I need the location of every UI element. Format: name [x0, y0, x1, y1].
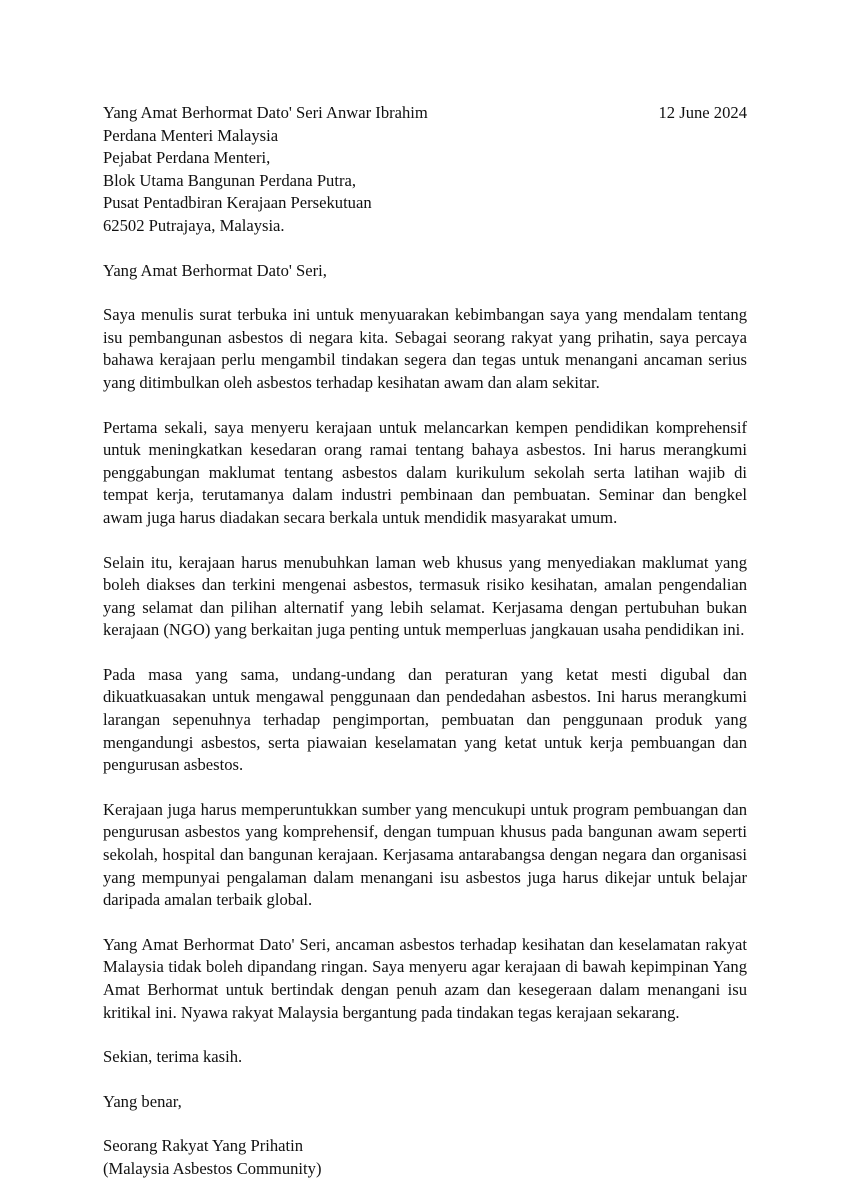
body-paragraph: Selain itu, kerajaan harus menubuhkan laman web khusus yang menyediakan maklumat yang boleh diakses dan terkini mengenai asbestos, termasuk risiko kesihatan, amalan pengendalian yang selamat dan pilihan alternatif yang lebih selamat. Kerjasama dengan pertubuhan bukan kerajaan (NGO) yang berkaitan juga penting untuk memperluas jangkauan usaha pendidikan ini.: [103, 552, 747, 640]
sign-off: Yang benar,: [103, 1091, 182, 1111]
salutation: Yang Amat Berhormat Dato' Seri,: [103, 260, 327, 280]
letter: [103, 102, 747, 1181]
signature-block: [103, 1135, 747, 1180]
body-paragraph: Pertama sekali, saya menyeru kerajaan untuk melancarkan kempen pendidikan komprehensif untuk meningkatkan kesedaran orang ramai tentang bahaya asbestos. Ini harus merangkumi penggabungan maklumat tentang asbestos dalam kurikulum sekolah serta latihan wajib di tempat kerja, terutamanya dalam industri pembinaan dan pembuatan. Seminar dan bengkel awam juga harus diadakan secara berkala untuk mendidik masyarakat umum.: [103, 417, 747, 527]
address-line: 62502 Putrajaya, Malaysia.: [103, 215, 285, 235]
recipient-name: Yang Amat Berhormat Dato' Seri Anwar Ibrahim: [103, 103, 428, 122]
address-line: Blok Utama Bangunan Perdana Putra,: [103, 170, 356, 190]
recipient-address: [103, 125, 747, 238]
body-paragraph: Yang Amat Berhormat Dato' Seri, ancaman asbestos terhadap kesihatan dan keselamatan rakyat Malaysia tidak boleh dipandang ringan. Saya menyeru agar kerajaan di bawah kepimpinan Yang Amat Berhormat untuk bertindak dengan penuh azam dan kesegeraan dalam menangani isu kritikal ini. Nyawa rakyat Malaysia bergantung pada tindakan tegas kerajaan sekarang.: [103, 934, 747, 1022]
address-line: Pusat Pentadbiran Kerajaan Persekutuan: [103, 193, 372, 213]
body-paragraph: Pada masa yang sama, undang-undang dan peraturan yang ketat mesti digubal dan dikuatkuasakan untuk mengawal penggunaan dan pendedahan asbestos. Ini harus merangkumi larangan sepenuhnya terhadap pengimportan, pembuatan dan penggunaan produk yang mengandungi asbestos, serta piawaian keselamatan yang ketat untuk kerja pembuangan dan pengurusan asbestos.: [103, 664, 747, 775]
body-paragraph: Saya menulis surat terbuka ini untuk menyuarakan kebimbangan saya yang mendalam tentang isu pembangunan asbestos di negara kita. Sebagai seorang rakyat yang prihatin, saya percaya bahawa kerajaan perlu mengambil tindakan segera dan tegas untuk menangani ancaman serius yang ditimbulkan oleh asbestos terhadap kesihatan awam dan alam sekitar.: [103, 305, 747, 392]
closing-line: Sekian, terima kasih.: [103, 1047, 243, 1067]
signatory-name: Seorang Rakyat Yang Prihatin: [103, 1136, 304, 1156]
letter-header: [103, 102, 747, 125]
body-paragraph: Kerajaan juga harus memperuntukkan sumber yang mencukupi untuk program pembuangan dan pengurusan asbestos yang komprehensif, dengan tumpuan khusus pada bangunan awam seperti sekolah, hospital dan bangunan kerajaan. Kerjasama antarabangsa dengan negara dan organisasi yang mempunyai pengalaman dalam menangani isu asbestos juga harus dikejar untuk belajar daripada amalan terbaik global.: [103, 799, 747, 910]
signatory-organization: (Malaysia Asbestos Community): [103, 1158, 322, 1178]
address-line: Pejabat Perdana Menteri,: [103, 148, 271, 168]
address-line: Perdana Menteri Malaysia: [103, 125, 279, 145]
letter-date: 12 June 2024: [658, 103, 747, 122]
